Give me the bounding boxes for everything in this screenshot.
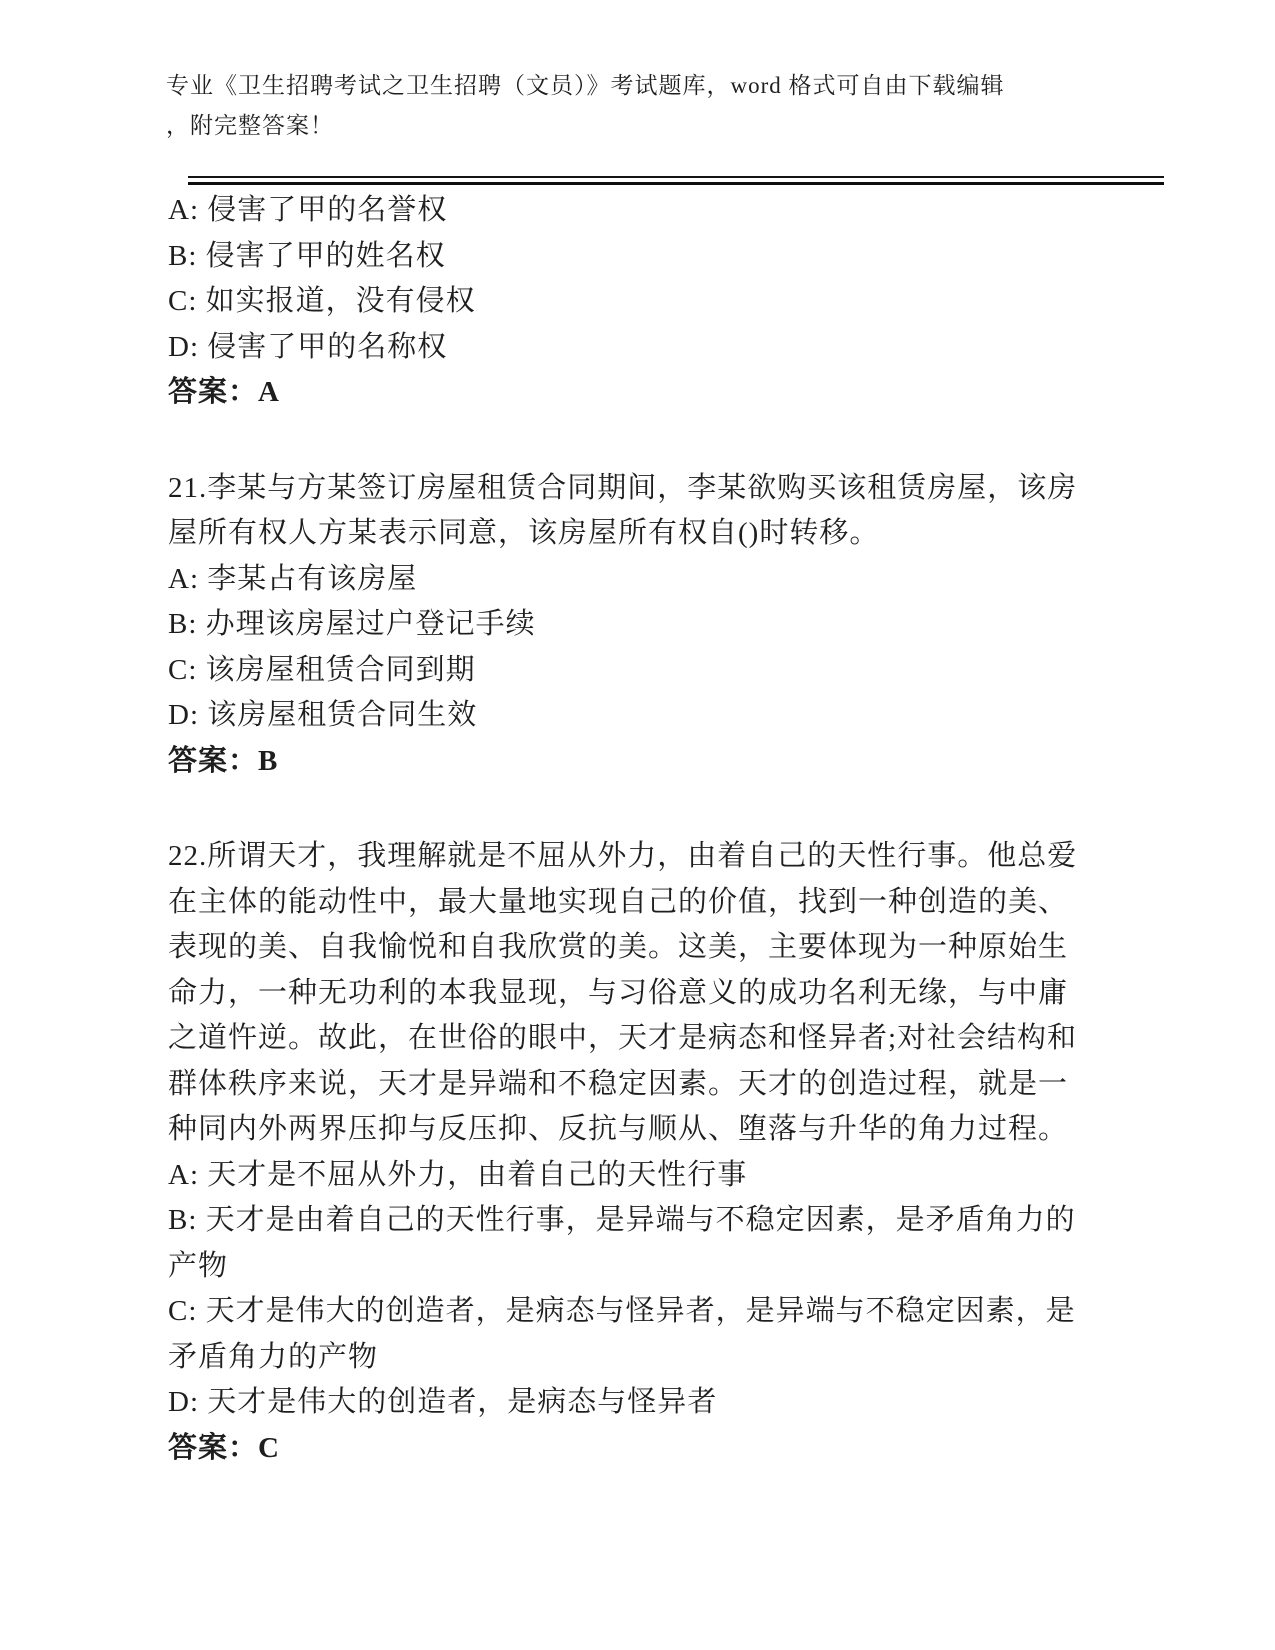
option-line: 产物 xyxy=(168,1249,229,1282)
document-body xyxy=(168,188,1158,1471)
answer-line: 答案：A xyxy=(168,376,280,408)
question-text-line: 21.李某与方某签订房屋租赁合同期间，李某欲购买该租赁房屋，该房 xyxy=(168,471,1078,504)
option-line: C: 天才是伟大的创造者，是病态与怪异者，是异端与不稳定因素，是 xyxy=(168,1295,1076,1327)
question-text-line: 种同内外两界压抑与反压抑、反抗与顺从、堕落与升华的角力过程。 xyxy=(168,1113,1069,1145)
option-line: B: 侵害了甲的姓名权 xyxy=(168,239,446,272)
option-line: A: 李某占有该房屋 xyxy=(168,562,418,595)
question-text-line: 表现的美、自我愉悦和自我欣赏的美。这美，主要体现为一种原始生 xyxy=(168,931,1069,963)
option-line: B: 办理该房屋过户登记手续 xyxy=(168,608,536,640)
question-block xyxy=(168,834,1158,1471)
answer-line: 答案：C xyxy=(168,1431,280,1464)
option-line: C: 如实报道，没有侵权 xyxy=(168,285,476,317)
option-line: D: 该房屋租赁合同生效 xyxy=(168,699,478,731)
header-line: 专业《卫生招聘考试之卫生招聘（文员）》考试题库，word 格式可自由下载编辑 xyxy=(166,73,1005,98)
header-divider-rule xyxy=(188,176,1164,185)
question-text-line: 之道忤逆。故此，在世俗的眼中，天才是病态和怪异者;对社会结构和 xyxy=(168,1022,1078,1054)
option-line: A: 侵害了甲的名誉权 xyxy=(168,194,448,226)
option-line: A: 天才是不屈从外力，由着自己的天性行事 xyxy=(168,1158,748,1191)
question-text-line: 22.所谓天才，我理解就是不屈从外力，由着自己的天性行事。他总爱 xyxy=(168,840,1078,872)
option-line: 矛盾角力的产物 xyxy=(168,1340,379,1373)
page-header xyxy=(166,66,1166,146)
option-line: D: 侵害了甲的名称权 xyxy=(168,330,448,363)
header-line: ，附完整答案！ xyxy=(166,113,334,138)
question-block xyxy=(168,466,1158,785)
answer-line: 答案：B xyxy=(168,744,279,777)
question-text-line: 命力，一种无功利的本我显现，与习俗意义的成功名利无缘，与中庸 xyxy=(168,976,1069,1009)
question-block xyxy=(168,188,1158,416)
question-text-line: 屋所有权人方某表示同意，该房屋所有权自()时转移。 xyxy=(168,517,880,549)
question-text-line: 在主体的能动性中，最大量地实现自己的价值，找到一种创造的美、 xyxy=(168,885,1069,918)
question-text-line: 群体秩序来说，天才是异端和不稳定因素。天才的创造过程，就是一 xyxy=(168,1067,1069,1100)
option-line: B: 天才是由着自己的天性行事，是异端与不稳定因素，是矛盾角力的 xyxy=(168,1204,1076,1236)
option-line: D: 天才是伟大的创造者，是病态与怪异者 xyxy=(168,1386,718,1418)
option-line: C: 该房屋租赁合同到期 xyxy=(168,653,476,686)
